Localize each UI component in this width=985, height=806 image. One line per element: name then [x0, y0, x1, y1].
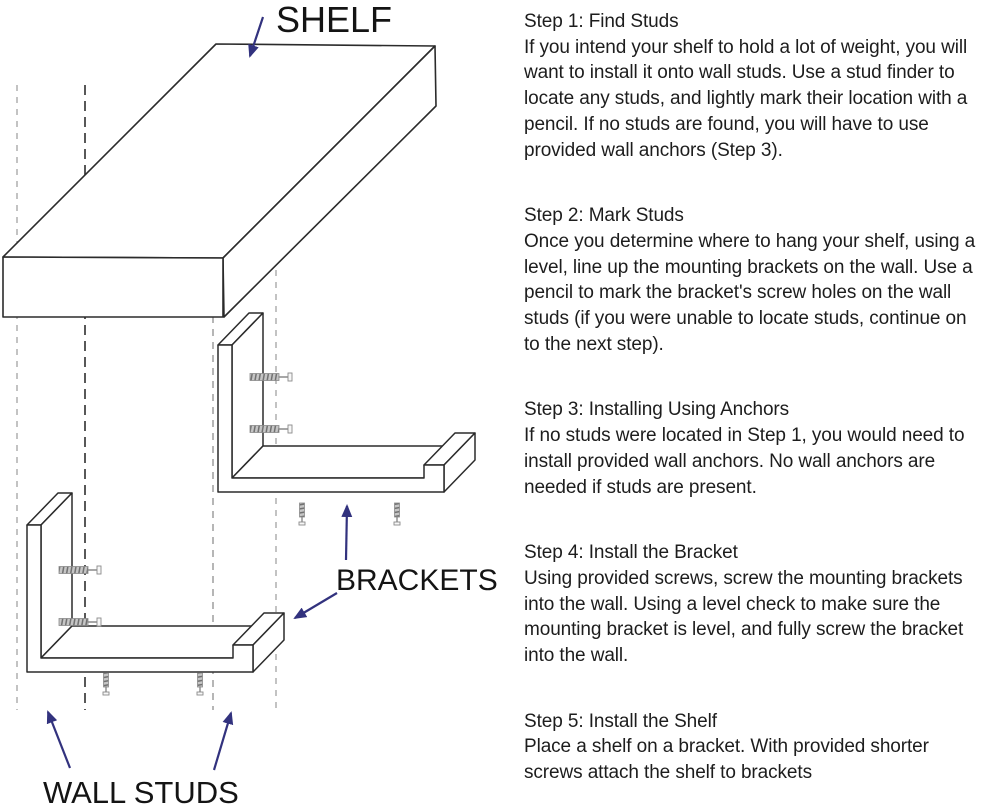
step-block-4	[524, 540, 985, 669]
step-block-1	[524, 9, 985, 163]
shelf-drawing	[3, 44, 436, 317]
step-title: Step 4: Install the Bracket	[524, 542, 738, 564]
step-block-5	[524, 709, 985, 786]
step-title: Step 2: Mark Studs	[524, 205, 684, 227]
screw-icon	[250, 425, 292, 433]
step-title: Step 5: Install the Shelf	[524, 710, 717, 732]
brackets-label: BRACKETS	[336, 564, 498, 597]
wall-studs-label: WALL STUDS	[43, 775, 239, 806]
shelf-front-face	[3, 257, 223, 317]
shelf-label: SHELF	[276, 0, 393, 40]
lower-bracket-drawing	[27, 493, 284, 672]
upper-bracket-drawing	[218, 313, 475, 492]
screw-icon	[59, 618, 101, 626]
screw-icon	[103, 673, 109, 695]
step-body: Using provided screws, screw the mounting brackets into the wall. Using a level check to make sure the mounting bracket is level, and fully screw the bracket into the wall.	[524, 567, 964, 667]
step-title: Step 1: Find Studs	[524, 11, 679, 32]
step-title: Step 3: Installing Using Anchors	[524, 399, 790, 421]
screw-icon	[59, 566, 101, 574]
screw-icon	[394, 503, 400, 525]
step-body: If no studs were located in Step 1, you would need to install provided wall anchors. No wall anchors are needed if studs are present.	[524, 425, 965, 498]
brackets-arrow-lower	[295, 593, 337, 618]
screw-icon	[250, 373, 292, 381]
instructions-panel	[524, 9, 985, 806]
brackets-arrow-upper	[346, 506, 347, 560]
screw-icon	[299, 503, 305, 525]
wall-studs-arrow-right	[214, 713, 231, 770]
step-block-3	[524, 397, 985, 500]
step-body: Place a shelf on a bracket. With provided shorter screws attach the shelf to brackets	[524, 736, 929, 784]
step-body: Once you determine where to hang your shelf, using a level, line up the mounting brackets on the wall. Use a pencil to mark the bracket's screw holes on the wall studs (if you were unable to locate studs, continue on to the next step).	[524, 230, 976, 355]
wall-studs-arrow-left	[48, 712, 70, 768]
bracket-base-top	[41, 626, 264, 658]
screw-icon	[197, 673, 203, 695]
bracket-base-top	[232, 446, 455, 478]
step-body: If you intend your shelf to hold a lot of weight, you will want to install it onto wall studs. Use a stud finder to locate any studs, and lightly mark their location with a pencil. If no studs are found, you will have to use provided wall anchors (Step 3).	[524, 36, 968, 161]
step-block-2	[524, 203, 985, 357]
